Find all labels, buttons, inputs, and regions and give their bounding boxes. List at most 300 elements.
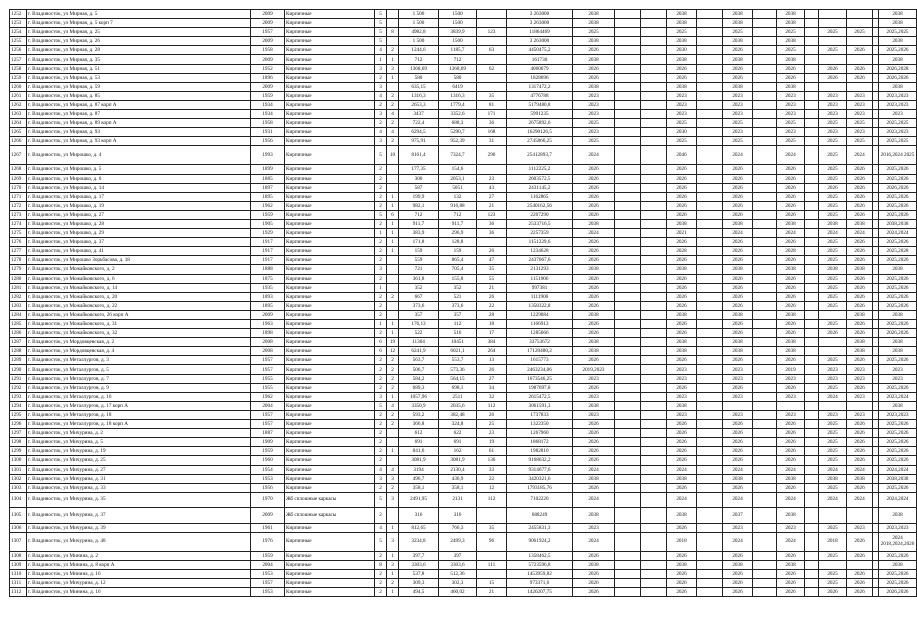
table-cell-floors: 2 xyxy=(375,456,387,465)
table-cell-no: 1258 xyxy=(10,64,27,73)
table-cell-y7: 2023 xyxy=(879,365,917,374)
table-cell-n2 xyxy=(697,310,723,319)
table-cell-y4: 2038 xyxy=(819,219,847,228)
table-cell-y7: 2025,2026 xyxy=(879,165,917,174)
table-cell-y1: 2026 xyxy=(667,570,697,579)
table-cell-material: Кирпичные xyxy=(285,55,375,64)
table-cell-y7: 2038 xyxy=(879,508,917,524)
table-cell-n3 xyxy=(753,465,777,474)
table-cell-n4 xyxy=(805,165,819,174)
table-cell-floors: 2 xyxy=(375,73,387,82)
table-cell-year: 1953 xyxy=(251,474,285,483)
table-cell-y3: 2026 xyxy=(777,165,805,174)
table-cell-type xyxy=(615,532,641,551)
table-cell-entrances: 1 xyxy=(387,392,399,401)
table-cell-y4: 2026 xyxy=(819,73,847,82)
table-cell-no: 1267 xyxy=(10,146,27,165)
table-cell-n3 xyxy=(753,429,777,438)
table-cell-y5: 2024 xyxy=(847,465,873,474)
table-cell-floors: 4 xyxy=(375,91,387,100)
table-cell-n4 xyxy=(805,429,819,438)
table-cell-y3: 2023 xyxy=(777,128,805,137)
table-cell-no: 1298 xyxy=(10,438,27,447)
table-cell-n3 xyxy=(753,532,777,551)
table-cell-area_total: 1244,6 xyxy=(399,46,439,55)
table-row xyxy=(10,119,917,128)
table-cell-type xyxy=(615,174,641,183)
table-cell-year: 2008 xyxy=(251,347,285,356)
table-row xyxy=(10,73,917,82)
table-cell-y3: 2025 xyxy=(777,137,805,146)
table-cell-y2: 2026 xyxy=(723,46,753,55)
table-cell-year: 1957 xyxy=(251,410,285,419)
table-cell-type xyxy=(615,320,641,329)
table-cell-area_living: 2130,4 xyxy=(439,465,477,474)
table-cell-n2 xyxy=(697,256,723,265)
table-cell-area_living: 521 xyxy=(439,292,477,301)
table-cell-y2: 2023 xyxy=(723,365,753,374)
table-cell-entrances: 1 xyxy=(387,588,399,597)
table-cell-y4: 2025 xyxy=(819,320,847,329)
table-cell-area_total: 2653,3 xyxy=(399,100,439,109)
table-cell-type xyxy=(615,247,641,256)
table-cell-type xyxy=(615,238,641,247)
table-cell-entrances: 6 xyxy=(387,210,399,219)
table-cell-cost: 3 263000 xyxy=(507,10,573,19)
table-cell-material: Кирпичные xyxy=(285,283,375,292)
table-cell-material: Жб сплошные каркасы xyxy=(285,492,375,508)
table-cell-plan: 2023 xyxy=(573,100,615,109)
table-cell-y5: 2026 xyxy=(847,570,873,579)
table-cell-no: 1307 xyxy=(10,532,27,551)
table-cell-y7: 2038,2038 xyxy=(879,219,917,228)
table-cell-cost: 2257359 xyxy=(507,229,573,238)
table-cell-area_living: 460,02 xyxy=(439,588,477,597)
table-cell-cost: 5991235 xyxy=(507,110,573,119)
table-cell-y5: 2026 xyxy=(847,292,873,301)
table-cell-address: г. Владивосток, ул Мичурина, д. 19 xyxy=(27,447,251,456)
table-cell-y2: 2023 xyxy=(723,523,753,532)
table-cell-n2 xyxy=(697,401,723,410)
table-cell-y1: 2026 xyxy=(667,438,697,447)
table-cell-plan: 2026 xyxy=(573,456,615,465)
table-cell-n2 xyxy=(697,523,723,532)
table-cell-y7: 2025,2026 xyxy=(879,579,917,588)
table-cell-area_total: 722,4 xyxy=(399,119,439,128)
table-cell-residents: 33 xyxy=(477,465,507,474)
table-cell-cost: 11864469 xyxy=(507,28,573,37)
table-cell-plan: 2024 xyxy=(573,492,615,508)
table-cell-n1 xyxy=(641,410,667,419)
table-cell-address: г. Владивосток, ул Металлургов, д. 17 корп А xyxy=(27,401,251,410)
table-cell-floors: 2 xyxy=(375,356,387,365)
table-cell-residents xyxy=(477,238,507,247)
table-cell-material: Кирпичные xyxy=(285,146,375,165)
table-cell-plan: 2026 xyxy=(573,274,615,283)
table-row xyxy=(10,64,917,73)
table-cell-y7: 2025,2026 xyxy=(879,174,917,183)
table-cell-y5: 2026 xyxy=(847,174,873,183)
table-cell-n4 xyxy=(805,570,819,579)
table-cell-n1 xyxy=(641,73,667,82)
table-cell-address: г. Владивосток, ул Минина, д. 2 xyxy=(27,551,251,560)
table-cell-address: г. Владивосток, ул Мичурина, д. 37 xyxy=(27,508,251,524)
table-cell-y5 xyxy=(847,508,873,524)
table-cell-y4: 2025 xyxy=(819,356,847,365)
table-cell-plan: 2026 xyxy=(573,320,615,329)
table-cell-entrances: 1 xyxy=(387,523,399,532)
table-cell-y5: 2026 xyxy=(847,532,873,551)
table-cell-year: 1875 xyxy=(251,274,285,283)
table-cell-n3 xyxy=(753,456,777,465)
table-cell-year: 1953 xyxy=(251,570,285,579)
table-cell-y3: 2026 xyxy=(777,73,805,82)
table-cell-material: Кирпичные xyxy=(285,10,375,19)
table-cell-area_living: 352 xyxy=(439,283,477,292)
table-cell-n1 xyxy=(641,37,667,46)
table-cell-n3 xyxy=(753,174,777,183)
table-cell-n2 xyxy=(697,383,723,392)
table-cell-type xyxy=(615,73,641,82)
table-cell-no: 1275 xyxy=(10,229,27,238)
table-cell-n4 xyxy=(805,238,819,247)
table-cell-y3: 2038 xyxy=(777,10,805,19)
table-cell-entrances: 3 xyxy=(387,64,399,73)
table-cell-n2 xyxy=(697,146,723,165)
table-cell-address: г. Владивосток, ул Мирошко, д. 27 xyxy=(27,210,251,219)
table-cell-n2 xyxy=(697,119,723,128)
table-cell-entrances: 3 xyxy=(387,560,399,569)
table-cell-type xyxy=(615,410,641,419)
table-cell-residents: 19 xyxy=(477,438,507,447)
table-cell-cost: 1828696 xyxy=(507,73,573,82)
table-cell-y1: 2023 xyxy=(667,110,697,119)
table-cell-address: г. Владивосток, ул Металлургов, д. 18 корп А xyxy=(27,420,251,429)
table-cell-entrances: 1 xyxy=(387,219,399,228)
table-cell-area_total: 2491,95 xyxy=(399,492,439,508)
table-cell-y5: 2026 xyxy=(847,73,873,82)
table-cell-year: 1959 xyxy=(251,447,285,456)
table-cell-material: Кирпичные xyxy=(285,570,375,579)
table-cell-year: 1955 xyxy=(251,383,285,392)
table-cell-n3 xyxy=(753,82,777,91)
table-cell-address: г. Владивосток, ул Мирошко, д. 28 xyxy=(27,219,251,228)
table-cell-no: 1271 xyxy=(10,192,27,201)
table-cell-floors: 3 xyxy=(375,265,387,274)
table-row xyxy=(10,456,917,465)
table-cell-type xyxy=(615,119,641,128)
table-cell-n4 xyxy=(805,100,819,109)
table-cell-n1 xyxy=(641,347,667,356)
table-cell-plan: 2025 xyxy=(573,119,615,128)
table-cell-year: 1956 xyxy=(251,137,285,146)
table-cell-y7: 2025,2026 xyxy=(879,420,917,429)
table-cell-material: Кирпичные xyxy=(285,229,375,238)
table-cell-y3: 2026 xyxy=(777,210,805,219)
table-cell-n4 xyxy=(805,392,819,401)
table-cell-year: 2008 xyxy=(251,338,285,347)
table-cell-plan: 2026 xyxy=(573,192,615,201)
table-cell-n3 xyxy=(753,110,777,119)
table-cell-residents: 168 xyxy=(477,128,507,137)
table-cell-plan: 2026 xyxy=(573,483,615,492)
table-cell-type xyxy=(615,128,641,137)
table-cell-type xyxy=(615,347,641,356)
table-cell-y5: 2026 xyxy=(847,201,873,210)
table-cell-y2: 2023 xyxy=(723,374,753,383)
table-cell-y1: 2026 xyxy=(667,429,697,438)
table-cell-plan: 2025 xyxy=(573,137,615,146)
table-cell-material: Кирпичные xyxy=(285,128,375,137)
table-cell-y4: 2024 xyxy=(819,229,847,238)
table-row xyxy=(10,91,917,100)
table-cell-entrances: 4 xyxy=(387,401,399,410)
table-cell-area_living: 373,6 xyxy=(439,301,477,310)
table-cell-y5: 2026 xyxy=(847,438,873,447)
table-cell-floors: 5 xyxy=(375,19,387,28)
table-cell-material: Кирпичные xyxy=(285,28,375,37)
table-cell-address: г. Владивосток, ул Мирная, д. 85 xyxy=(27,91,251,100)
table-cell-area_total: 11304 xyxy=(399,338,439,347)
table-cell-n4 xyxy=(805,523,819,532)
table-cell-address: г. Владивосток, ул Можайковского, д. 2 xyxy=(27,265,251,274)
table-cell-cost: 2463234,06 xyxy=(507,365,573,374)
table-cell-residents: 15 xyxy=(477,579,507,588)
table-cell-y1: 2021 xyxy=(667,229,697,238)
table-cell-type xyxy=(615,356,641,365)
table-cell-y3: 2024 xyxy=(777,146,805,165)
table-cell-address: г. Владивосток, ул Можайковского, д. 31 xyxy=(27,320,251,329)
table-cell-residents: 35 xyxy=(477,523,507,532)
table-cell-cost: 5179480,8 xyxy=(507,100,573,109)
table-cell-type xyxy=(615,219,641,228)
table-cell-address: г. Владивосток, ул Мирная, д. 87 корп А xyxy=(27,100,251,109)
table-cell-area_total: 982,1 xyxy=(399,201,439,210)
table-cell-y7: 2038,2038 xyxy=(879,474,917,483)
table-row xyxy=(10,483,917,492)
table-cell-address: г. Владивосток, ул Мичурина, д. 33 xyxy=(27,483,251,492)
table-cell-floors: 2 xyxy=(375,429,387,438)
table-row xyxy=(10,320,917,329)
table-cell-y3: 2026 xyxy=(777,570,805,579)
table-cell-floors: 2 xyxy=(375,579,387,588)
table-cell-area_living: 3352,6 xyxy=(439,110,477,119)
table-cell-y1: 2026 xyxy=(667,238,697,247)
table-cell-n3 xyxy=(753,579,777,588)
table-cell-plan: 2024 xyxy=(573,229,615,238)
table-cell-no: 1265 xyxy=(10,128,27,137)
table-cell-material: Кирпичные xyxy=(285,219,375,228)
table-cell-y4: 2024 xyxy=(819,465,847,474)
table-cell-cost: 25412893,7 xyxy=(507,146,573,165)
table-cell-residents: 136 xyxy=(477,456,507,465)
table-cell-area_total: 3194 xyxy=(399,465,439,474)
table-cell-plan: 2026 xyxy=(573,383,615,392)
table-cell-y1: 2024 xyxy=(667,465,697,474)
table-cell-area_living: 2131 xyxy=(439,492,477,508)
table-cell-address: г. Владивосток, ул Мирная, д. 5 xyxy=(27,10,251,19)
table-cell-y3: 2025 xyxy=(777,119,805,128)
table-cell-n2 xyxy=(697,560,723,569)
table-cell-n4 xyxy=(805,456,819,465)
table-cell-y1: 2023 xyxy=(667,100,697,109)
table-cell-n2 xyxy=(697,192,723,201)
table-cell-entrances: 1 xyxy=(387,551,399,560)
table-cell-n3 xyxy=(753,91,777,100)
table-cell-n3 xyxy=(753,165,777,174)
table-cell-y2: 2037 xyxy=(723,508,753,524)
table-cell-y4: 2025 xyxy=(819,456,847,465)
table-cell-n4 xyxy=(805,183,819,192)
table-cell-y5: 2026 xyxy=(847,64,873,73)
table-cell-y7: 2025,2028 xyxy=(879,247,917,256)
table-cell-y1: 2026 xyxy=(667,356,697,365)
table-cell-n2 xyxy=(697,483,723,492)
table-cell-material: Кирпичные xyxy=(285,447,375,456)
table-cell-n3 xyxy=(753,310,777,319)
table-cell-type xyxy=(615,579,641,588)
table-cell-y4: 2025 xyxy=(819,420,847,429)
table-cell-n3 xyxy=(753,137,777,146)
table-cell-no: 1255 xyxy=(10,37,27,46)
table-cell-n4 xyxy=(805,10,819,19)
table-cell-cost: 1267960 xyxy=(507,429,573,438)
table-cell-n2 xyxy=(697,210,723,219)
table-cell-residents: 27 xyxy=(477,192,507,201)
table-cell-y7: 2026,2026 xyxy=(879,73,917,82)
table-cell-plan: 2025 xyxy=(573,28,615,37)
table-row xyxy=(10,474,917,483)
table-cell-n3 xyxy=(753,210,777,219)
table-cell-n3 xyxy=(753,229,777,238)
table-cell-y1: 2038 xyxy=(667,82,697,91)
table-cell-y3: 2026 xyxy=(777,283,805,292)
table-cell-residents: 27 xyxy=(477,374,507,383)
table-cell-type xyxy=(615,523,641,532)
table-cell-n2 xyxy=(697,55,723,64)
table-cell-residents: 32 xyxy=(477,392,507,401)
table-cell-address: г. Владивосток, ул Металлургов, д. 18 xyxy=(27,410,251,419)
table-cell-year: 1958 xyxy=(251,119,285,128)
table-cell-entrances xyxy=(387,37,399,46)
table-cell-no: 1252 xyxy=(10,10,27,19)
table-cell-plan: 2026 xyxy=(573,283,615,292)
table-cell-y3: 2019 xyxy=(777,365,805,374)
table-cell-floors: 5 xyxy=(375,146,387,165)
table-cell-n2 xyxy=(697,320,723,329)
table-cell-floors: 3 xyxy=(375,110,387,119)
table-cell-entrances xyxy=(387,301,399,310)
table-cell-cost: 1111906 xyxy=(507,292,573,301)
table-cell-residents xyxy=(477,37,507,46)
table-cell-no: 1253 xyxy=(10,19,27,28)
table-cell-entrances: 4 xyxy=(387,110,399,119)
table-cell-n1 xyxy=(641,483,667,492)
table-cell-area_living: 155,8 xyxy=(439,274,477,283)
table-cell-y4 xyxy=(819,560,847,569)
table-cell-floors: 2 xyxy=(375,447,387,456)
table-cell-y2: 2026 xyxy=(723,274,753,283)
table-cell-n4 xyxy=(805,128,819,137)
table-cell-address: г. Владивосток, ул Мичурина, д. 2 xyxy=(27,429,251,438)
table-cell-floors: 3 xyxy=(375,64,387,73)
table-cell-n3 xyxy=(753,356,777,365)
table-cell-area_living: 2053,1 xyxy=(439,174,477,183)
table-cell-y2: 2026 xyxy=(723,579,753,588)
table-cell-n3 xyxy=(753,283,777,292)
table-cell-y4: 2025 xyxy=(819,438,847,447)
table-cell-type xyxy=(615,10,641,19)
table-cell-y2: 2026 xyxy=(723,256,753,265)
table-cell-area_total: 383,9 xyxy=(399,229,439,238)
table-cell-address: г. Владивосток, ул Металлургов, д. 16 xyxy=(27,392,251,401)
table-cell-y5 xyxy=(847,55,873,64)
table-cell-y1: 2026 xyxy=(667,456,697,465)
table-cell-y2: 2026 xyxy=(723,551,753,560)
table-cell-material: Кирпичные xyxy=(285,483,375,492)
table-cell-material: Кирпичные xyxy=(285,64,375,73)
table-cell-no: 1305 xyxy=(10,508,27,524)
table-cell-y4: 2025 xyxy=(819,119,847,128)
table-cell-y5: 2026 xyxy=(847,551,873,560)
table-cell-address: г. Владивосток, ул Мордовцевская, д. 2 xyxy=(27,338,251,347)
table-cell-y2: 2038 xyxy=(723,82,753,91)
table-cell-type xyxy=(615,110,641,119)
table-cell-area_living: 316 xyxy=(439,508,477,524)
table-cell-year: 2004 xyxy=(251,560,285,569)
table-cell-area_total: 357 xyxy=(399,310,439,319)
table-cell-n4 xyxy=(805,320,819,329)
table-cell-type xyxy=(615,165,641,174)
table-cell-material: Кирпичные xyxy=(285,474,375,483)
table-cell-y4: 2025 xyxy=(819,579,847,588)
table-cell-entrances: 2 xyxy=(387,356,399,365)
table-cell-floors: 2 xyxy=(375,383,387,392)
table-cell-floors: 2 xyxy=(375,100,387,109)
table-cell-residents: 28 xyxy=(477,310,507,319)
table-cell-n4 xyxy=(805,310,819,319)
table-cell-n4 xyxy=(805,383,819,392)
table-cell-y2: 2038 xyxy=(723,265,753,274)
table-cell-n1 xyxy=(641,429,667,438)
table-cell-n3 xyxy=(753,10,777,19)
table-cell-n2 xyxy=(697,532,723,551)
table-cell-n3 xyxy=(753,55,777,64)
data-table xyxy=(9,9,917,597)
table-cell-y3: 2026 xyxy=(777,356,805,365)
table-cell-cost: 1737833 xyxy=(507,410,573,419)
table-cell-type xyxy=(615,383,641,392)
table-cell-address: г. Владивосток, ул Можайковского, 26 корп А xyxy=(27,310,251,319)
table-cell-n4 xyxy=(805,265,819,274)
table-cell-y1: 2038 xyxy=(667,508,697,524)
table-cell-n2 xyxy=(697,28,723,37)
table-cell-residents xyxy=(477,570,507,579)
table-cell-year: 1887 xyxy=(251,429,285,438)
table-cell-no: 1290 xyxy=(10,365,27,374)
table-cell-y3: 2023 xyxy=(777,100,805,109)
table-cell-address: г. Владивосток, ул Мичурина, д. 31 xyxy=(27,474,251,483)
table-cell-y3: 2026 xyxy=(777,320,805,329)
table-cell-y3: 2023 xyxy=(777,523,805,532)
table-cell-entrances: 1 xyxy=(387,55,399,64)
table-cell-y7: 2025,2026 xyxy=(879,46,917,55)
table-cell-area_living: 2035,6 xyxy=(439,401,477,410)
table-cell-year: 2009 xyxy=(251,82,285,91)
table-cell-n4 xyxy=(805,374,819,383)
table-row xyxy=(10,429,917,438)
table-cell-n3 xyxy=(753,100,777,109)
